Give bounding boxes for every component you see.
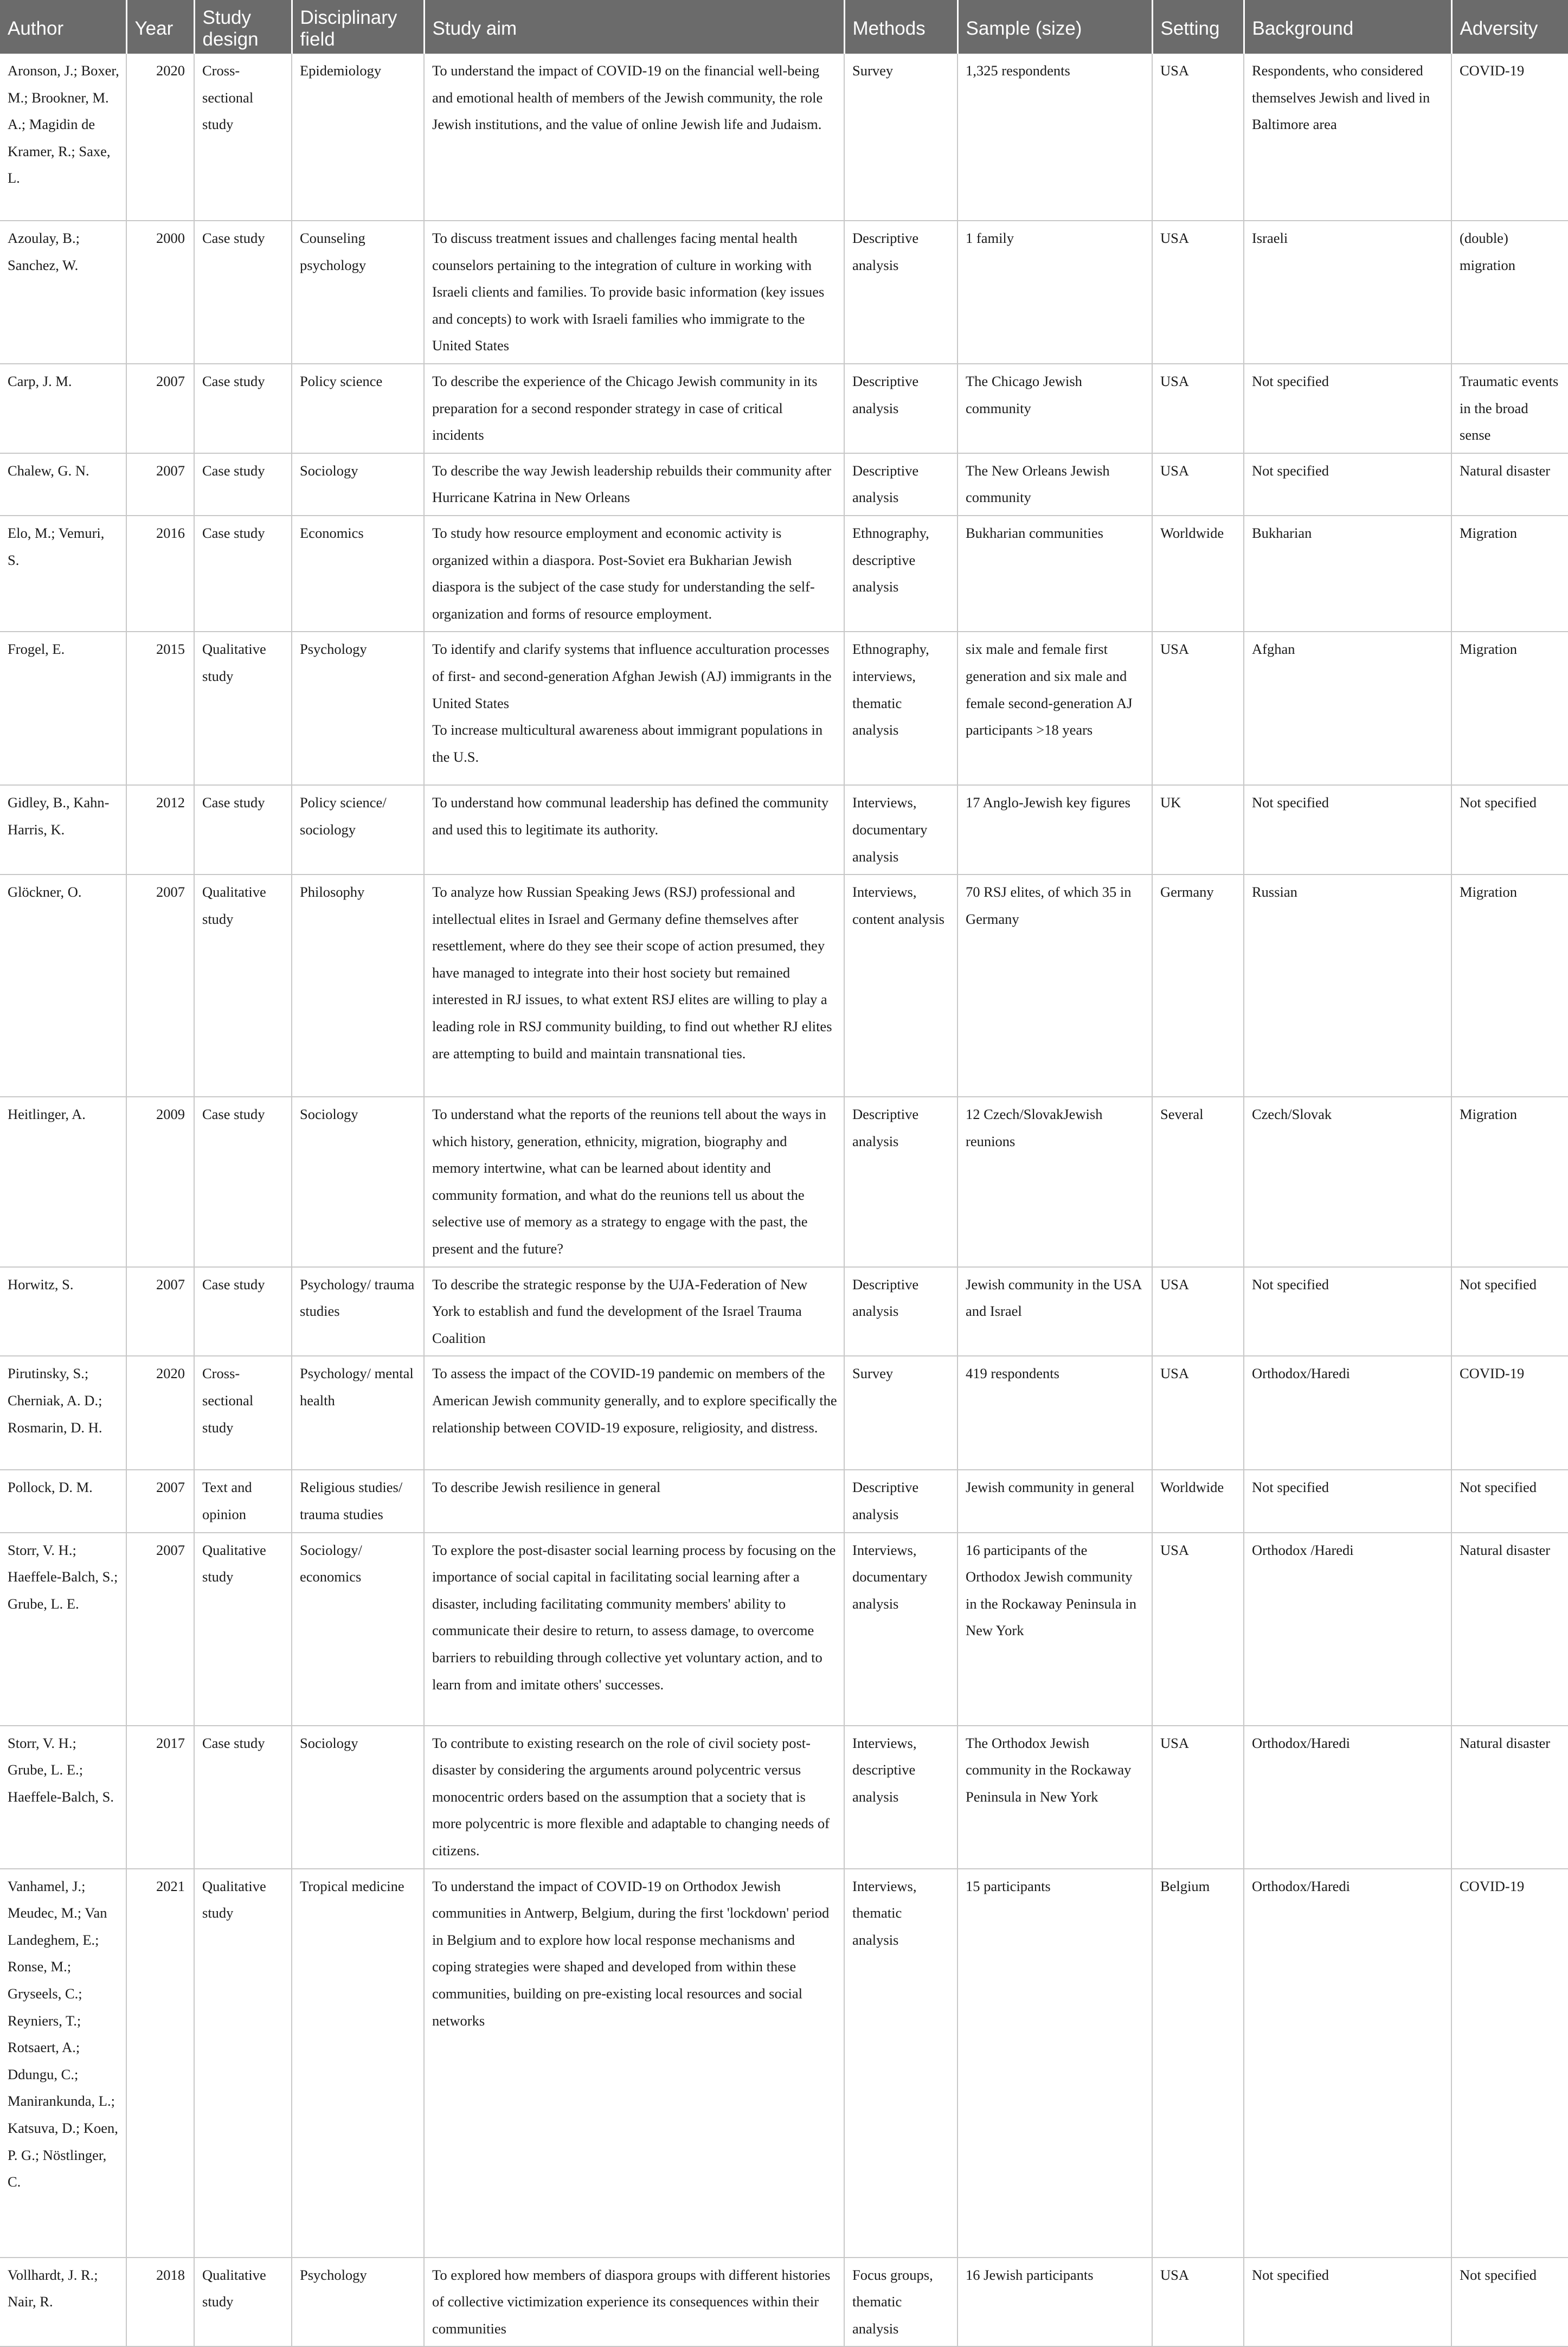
adversity-cell: Not specified — [1451, 1470, 1568, 1532]
disciplinary-field-cell: Policy science — [292, 364, 424, 453]
table-row — [0, 1356, 1568, 1470]
adversity-cell: Not specified — [1451, 2258, 1568, 2347]
background-cell: Czech/Slovak — [1244, 1097, 1451, 1267]
year-cell: 2018 — [126, 2258, 194, 2347]
year-cell: 2021 — [126, 1869, 194, 2258]
sample-size-cell: 70 RSJ elites, of which 35 in Germany — [957, 875, 1152, 1097]
methods-cell: Ethnography, interviews, thematic analysis — [844, 632, 957, 785]
year-cell: 2015 — [126, 632, 194, 785]
study-design-cell: Cross-sectional study — [194, 1356, 292, 1470]
setting-cell: Several — [1152, 1097, 1244, 1267]
background-cell: Bukharian — [1244, 516, 1451, 632]
disciplinary-field-cell: Epidemiology — [292, 54, 424, 221]
study-design-cell: Qualitative study — [194, 2258, 292, 2347]
setting-cell: USA — [1152, 632, 1244, 785]
study-aim-cell: To contribute to existing research on the role of civil society post-disaster by considering the arguments around polycentric versus monocentric orders based on the assumption that a society that is more polycentric is more flexible and adaptable to changing needs of citizens. — [424, 1726, 844, 1869]
methods-cell: Descriptive analysis — [844, 221, 957, 364]
disciplinary-field-cell: Sociology — [292, 1097, 424, 1267]
setting-cell: USA — [1152, 1726, 1244, 1869]
disciplinary-field-cell: Economics — [292, 516, 424, 632]
setting-cell: USA — [1152, 2258, 1244, 2347]
year-cell: 2007 — [126, 875, 194, 1097]
author-cell: Chalew, G. N. — [0, 453, 126, 516]
adversity-cell: Not specified — [1451, 1267, 1568, 1356]
disciplinary-field-cell: Policy science/ sociology — [292, 785, 424, 875]
study-aim-cell: To understand how communal leadership has defined the community and used this to legitimate its authority. — [424, 785, 844, 875]
adversity-cell: Migration — [1451, 632, 1568, 785]
year-cell: 2007 — [126, 453, 194, 516]
year-cell: 2016 — [126, 516, 194, 632]
methods-cell: Survey — [844, 54, 957, 221]
sample-size-cell: The New Orleans Jewish community — [957, 453, 1152, 516]
disciplinary-field-cell: Sociology — [292, 1726, 424, 1869]
table-row — [0, 1726, 1568, 1869]
methods-cell: Descriptive analysis — [844, 1470, 957, 1532]
study-design-cell: Qualitative study — [194, 1533, 292, 1726]
year-cell: 2020 — [126, 54, 194, 221]
header-study-aim: Study aim — [424, 0, 844, 54]
methods-cell: Descriptive analysis — [844, 1097, 957, 1267]
setting-cell: USA — [1152, 1356, 1244, 1470]
sample-size-cell: Jewish community in general — [957, 1470, 1152, 1532]
study-aim-cell: To discuss treatment issues and challenges facing mental health counselors pertaining to the integration of culture in working with Israeli clients and families. To provide basic information (key issues and concepts) to work with Israeli families who immigrate to the United States — [424, 221, 844, 364]
setting-cell: Belgium — [1152, 1869, 1244, 2258]
sample-size-cell: 16 participants of the Orthodox Jewish community in the Rockaway Peninsula in New York — [957, 1533, 1152, 1726]
header-study-design: Study design — [194, 0, 292, 54]
setting-cell: USA — [1152, 54, 1244, 221]
study-aim-cell: To study how resource employment and economic activity is organized within a diaspora. Post-Soviet era Bukharian Jewish diaspora is the subject of the case study for understanding the self-organization and forms of resource employment. — [424, 516, 844, 632]
study-aim-cell: To describe Jewish resilience in general — [424, 1470, 844, 1532]
setting-cell: USA — [1152, 1267, 1244, 1356]
study-aim-cell: To understand what the reports of the reunions tell about the ways in which history, generation, ethnicity, migration, biography and memory intertwine, what can be learned about identity and community formation, and what do the reunions tell us about the selective use of memory as a strategy to engage with the past, the present and the future? — [424, 1097, 844, 1267]
table-row — [0, 54, 1568, 221]
setting-cell: USA — [1152, 1533, 1244, 1726]
setting-cell: Germany — [1152, 875, 1244, 1097]
table-row — [0, 632, 1568, 785]
background-cell: Israeli — [1244, 221, 1451, 364]
header-setting: Setting — [1152, 0, 1244, 54]
background-cell: Orthodox /Haredi — [1244, 1533, 1451, 1726]
study-design-cell: Case study — [194, 221, 292, 364]
adversity-cell: (double) migration — [1451, 221, 1568, 364]
author-cell: Frogel, E. — [0, 632, 126, 785]
year-cell: 2017 — [126, 1726, 194, 1869]
study-design-cell: Case study — [194, 1726, 292, 1869]
table-row — [0, 1097, 1568, 1267]
disciplinary-field-cell: Counseling psychology — [292, 221, 424, 364]
author-cell: Vollhardt, J. R.; Nair, R. — [0, 2258, 126, 2347]
table-row — [0, 2258, 1568, 2347]
author-cell: Glöckner, O. — [0, 875, 126, 1097]
background-cell: Not specified — [1244, 1470, 1451, 1532]
background-cell: Not specified — [1244, 364, 1451, 453]
study-aim-cell: To understand the impact of COVID-19 on Orthodox Jewish communities in Antwerp, Belgium, during the first 'lockdown' period in Belgium and to explore how local response mechanisms and coping strategies were shaped and developed from within these communities, building on pre-existing local resources and social networks — [424, 1869, 844, 2258]
disciplinary-field-cell: Psychology/ trauma studies — [292, 1267, 424, 1356]
header-sample-size: Sample (size) — [957, 0, 1152, 54]
setting-cell: UK — [1152, 785, 1244, 875]
study-aim-cell: To identify and clarify systems that influence acculturation processes of first- and second-generation Afghan Jewish (AJ) immigrants in the United States To increase multicultural awareness about immigrant populations in the U.S. — [424, 632, 844, 785]
study-design-cell: Qualitative study — [194, 632, 292, 785]
background-cell: Not specified — [1244, 2258, 1451, 2347]
adversity-cell: Natural disaster — [1451, 1726, 1568, 1869]
table-row — [0, 785, 1568, 875]
sample-size-cell: 15 participants — [957, 1869, 1152, 2258]
background-cell: Respondents, who considered themselves Jewish and lived in Baltimore area — [1244, 54, 1451, 221]
year-cell: 2009 — [126, 1097, 194, 1267]
table-row — [0, 875, 1568, 1097]
study-design-cell: Case study — [194, 453, 292, 516]
author-cell: Pirutinsky, S.; Cherniak, A. D.; Rosmarin, D. H. — [0, 1356, 126, 1470]
adversity-cell: Migration — [1451, 1097, 1568, 1267]
author-cell: Elo, M.; Vemuri, S. — [0, 516, 126, 632]
adversity-cell: Not specified — [1451, 785, 1568, 875]
table-row — [0, 1267, 1568, 1356]
table-row — [0, 516, 1568, 632]
disciplinary-field-cell: Religious studies/ trauma studies — [292, 1470, 424, 1532]
author-cell: Storr, V. H.; Haeffele-Balch, S.; Grube, L. E. — [0, 1533, 126, 1726]
author-cell: Vanhamel, J.; Meudec, M.; Van Landeghem, E.; Ronse, M.; Gryseels, C.; Reyniers, T.; Rotsaert, A.; Ddungu, C.; Manirankunda, L.; Katsuva, D.; Koen, P. G.; Nöstlinger, C. — [0, 1869, 126, 2258]
year-cell: 2012 — [126, 785, 194, 875]
sample-size-cell: six male and female first generation and six male and female second-generation AJ participants >18 years — [957, 632, 1152, 785]
author-cell: Carp, J. M. — [0, 364, 126, 453]
background-cell: Russian — [1244, 875, 1451, 1097]
study-aim-cell: To explored how members of diaspora groups with different histories of collective victimization experience its consequences within their communities — [424, 2258, 844, 2347]
author-cell: Gidley, B., Kahn-Harris, K. — [0, 785, 126, 875]
methods-cell: Interviews, documentary analysis — [844, 1533, 957, 1726]
table-body — [0, 54, 1568, 2346]
year-cell: 2007 — [126, 1533, 194, 1726]
table-row — [0, 1470, 1568, 1532]
study-aim-cell: To understand the impact of COVID-19 on the financial well-being and emotional health of members of the Jewish community, the role Jewish institutions, and the value of online Jewish life and Judaism. — [424, 54, 844, 221]
study-aim-cell: To describe the experience of the Chicago Jewish community in its preparation for a second responder strategy in case of critical incidents — [424, 364, 844, 453]
methods-cell: Descriptive analysis — [844, 364, 957, 453]
background-cell: Orthodox/Haredi — [1244, 1869, 1451, 2258]
sample-size-cell: Bukharian communities — [957, 516, 1152, 632]
methods-cell: Interviews, documentary analysis — [844, 785, 957, 875]
header-methods: Methods — [844, 0, 957, 54]
header-disciplinary-field: Disciplinary field — [292, 0, 424, 54]
study-design-cell: Qualitative study — [194, 1869, 292, 2258]
study-aim-cell: To describe the way Jewish leadership rebuilds their community after Hurricane Katrina in New Orleans — [424, 453, 844, 516]
author-cell: Aronson, J.; Boxer, M.; Brookner, M. A.; Magidin de Kramer, R.; Saxe, L. — [0, 54, 126, 221]
adversity-cell: Natural disaster — [1451, 453, 1568, 516]
methods-cell: Focus groups, thematic analysis — [844, 2258, 957, 2347]
table-row — [0, 453, 1568, 516]
background-cell: Not specified — [1244, 785, 1451, 875]
study-design-cell: Case study — [194, 785, 292, 875]
study-design-cell: Case study — [194, 1267, 292, 1356]
adversity-cell: COVID-19 — [1451, 54, 1568, 221]
setting-cell: USA — [1152, 453, 1244, 516]
study-design-cell: Cross-sectional study — [194, 54, 292, 221]
study-design-cell: Case study — [194, 1097, 292, 1267]
adversity-cell: Traumatic events in the broad sense — [1451, 364, 1568, 453]
background-cell: Orthodox/Haredi — [1244, 1356, 1451, 1470]
adversity-cell: COVID-19 — [1451, 1356, 1568, 1470]
methods-cell: Interviews, thematic analysis — [844, 1869, 957, 2258]
sample-size-cell: 1 family — [957, 221, 1152, 364]
table-row — [0, 364, 1568, 453]
background-cell: Orthodox/Haredi — [1244, 1726, 1451, 1869]
header-adversity: Adversity — [1451, 0, 1568, 54]
year-cell: 2007 — [126, 364, 194, 453]
disciplinary-field-cell: Philosophy — [292, 875, 424, 1097]
study-aim-cell: To assess the impact of the COVID-19 pandemic on members of the American Jewish community generally, and to explore specifically the relationship between COVID-19 exposure, religiosity, and distress. — [424, 1356, 844, 1470]
sample-size-cell: 419 respondents — [957, 1356, 1152, 1470]
year-cell: 2000 — [126, 221, 194, 364]
author-cell: Azoulay, B.; Sanchez, W. — [0, 221, 126, 364]
study-design-cell: Text and opinion — [194, 1470, 292, 1532]
methods-cell: Survey — [844, 1356, 957, 1470]
methods-cell: Interviews, descriptive analysis — [844, 1726, 957, 1869]
disciplinary-field-cell: Psychology — [292, 632, 424, 785]
background-cell: Not specified — [1244, 453, 1451, 516]
header-row — [0, 0, 1568, 54]
setting-cell: USA — [1152, 221, 1244, 364]
header-author: Author — [0, 0, 126, 54]
study-design-cell: Qualitative study — [194, 875, 292, 1097]
sample-size-cell: 1,325 respondents — [957, 54, 1152, 221]
sample-size-cell: 12 Czech/SlovakJewish reunions — [957, 1097, 1152, 1267]
study-aim-cell: To explore the post-disaster social learning process by focusing on the importance of social capital in facilitating social learning after a disaster, including facilitating community members' ability to communicate their desire to return, to assess damage, to overcome barriers to rebuilding through collective yet voluntary action, and to learn from and imitate others' successes. — [424, 1533, 844, 1726]
author-cell: Horwitz, S. — [0, 1267, 126, 1356]
study-aim-cell: To describe the strategic response by the UJA-Federation of New York to establish and fund the development of the Israel Trauma Coalition — [424, 1267, 844, 1356]
adversity-cell: COVID-19 — [1451, 1869, 1568, 2258]
header-year: Year — [126, 0, 194, 54]
disciplinary-field-cell: Tropical medicine — [292, 1869, 424, 2258]
setting-cell: Worldwide — [1152, 1470, 1244, 1532]
sample-size-cell: The Chicago Jewish community — [957, 364, 1152, 453]
sample-size-cell: Jewish community in the USA and Israel — [957, 1267, 1152, 1356]
disciplinary-field-cell: Psychology — [292, 2258, 424, 2347]
adversity-cell: Migration — [1451, 875, 1568, 1097]
study-design-cell: Case study — [194, 364, 292, 453]
methods-cell: Descriptive analysis — [844, 453, 957, 516]
setting-cell: Worldwide — [1152, 516, 1244, 632]
disciplinary-field-cell: Psychology/ mental health — [292, 1356, 424, 1470]
author-cell: Heitlinger, A. — [0, 1097, 126, 1267]
sample-size-cell: 17 Anglo-Jewish key figures — [957, 785, 1152, 875]
study-aim-cell: To analyze how Russian Speaking Jews (RSJ) professional and intellectual elites in Israel and Germany define themselves after resettlement, where do they see their scope of action presumed, they have managed to integrate into their host society but remained interested in RJ issues, to what extent RSJ elites are willing to play a leading role in RSJ community building, to find out whether RJ elites are attempting to build and maintain transnational ties. — [424, 875, 844, 1097]
study-design-cell: Case study — [194, 516, 292, 632]
setting-cell: USA — [1152, 364, 1244, 453]
disciplinary-field-cell: Sociology/ economics — [292, 1533, 424, 1726]
sample-size-cell: The Orthodox Jewish community in the Rockaway Peninsula in New York — [957, 1726, 1152, 1869]
background-cell: Afghan — [1244, 632, 1451, 785]
author-cell: Pollock, D. M. — [0, 1470, 126, 1532]
background-cell: Not specified — [1244, 1267, 1451, 1356]
table-row — [0, 1533, 1568, 1726]
disciplinary-field-cell: Sociology — [292, 453, 424, 516]
author-cell: Storr, V. H.; Grube, L. E.; Haeffele-Balch, S. — [0, 1726, 126, 1869]
table-row — [0, 221, 1568, 364]
header-background: Background — [1244, 0, 1451, 54]
adversity-cell: Migration — [1451, 516, 1568, 632]
year-cell: 2007 — [126, 1267, 194, 1356]
methods-cell: Ethnography, descriptive analysis — [844, 516, 957, 632]
sample-size-cell: 16 Jewish participants — [957, 2258, 1152, 2347]
table-row — [0, 1869, 1568, 2258]
methods-cell: Interviews, content analysis — [844, 875, 957, 1097]
methods-cell: Descriptive analysis — [844, 1267, 957, 1356]
year-cell: 2007 — [126, 1470, 194, 1532]
adversity-cell: Natural disaster — [1451, 1533, 1568, 1726]
year-cell: 2020 — [126, 1356, 194, 1470]
